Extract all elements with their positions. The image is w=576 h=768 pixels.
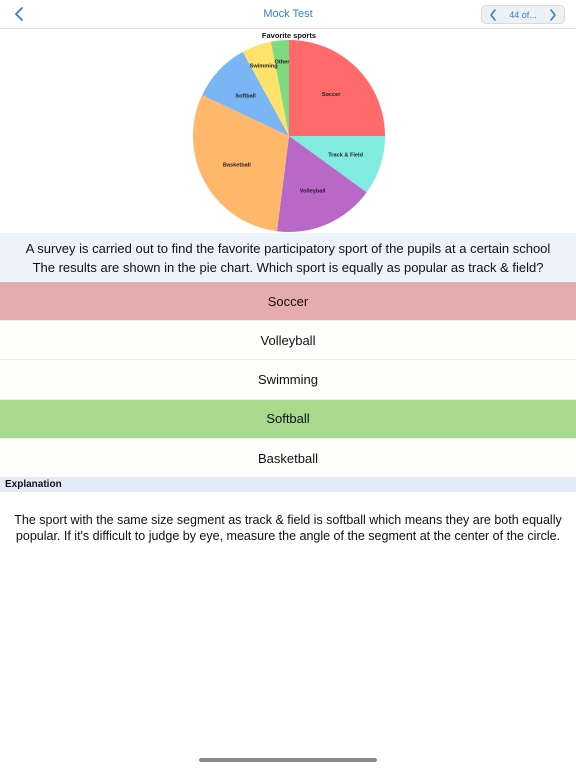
pie-label-soccer: Soccer [321,91,341,98]
navigation-bar [0,0,576,29]
pie-chart-svg [186,29,390,233]
chart-title: Favorite sports [261,31,317,40]
home-indicator[interactable] [199,758,377,762]
pie-label-swimming: Swimming [249,63,278,70]
previous-question-button[interactable] [486,8,500,22]
question-counter[interactable]: 44 of... [509,9,537,20]
pie-label-softball: Softball [235,93,256,100]
explanation-text: The sport with the same size segment as track & field is softball which means they are both equally popular. If it's difficult to judge by eye, measure the angle of the segment at the center of the circle. [14,513,562,543]
pie-label-basketball: Basketball [222,162,251,169]
answer-option-volleyball[interactable]: Volleyball [0,321,576,360]
question-text: A survey is carried out to find the favorite participatory sport of the pupils at a certain school The results are shown in the pie chart. Which sport is equally as popular as track & field? [0,233,576,282]
answer-option-softball[interactable]: Softball [0,400,576,439]
pie-label-volleyball: Volleyball [299,188,326,195]
chevron-right-icon [548,8,558,22]
explanation-heading: Explanation [0,478,576,492]
pie-slice-soccer [289,40,385,136]
next-question-button[interactable] [546,8,560,22]
answer-option-soccer[interactable]: Soccer [0,282,576,321]
pie-label-other: Other [274,59,290,66]
pie-chart [186,29,390,233]
pie-label-track-field: Track & Field [328,152,364,159]
answer-option-swimming[interactable]: Swimming [0,361,576,400]
page-title: Mock Test [263,8,313,20]
question-pager [481,5,565,24]
answer-option-basketball[interactable]: Basketball [0,439,576,478]
chevron-left-icon [488,8,498,22]
